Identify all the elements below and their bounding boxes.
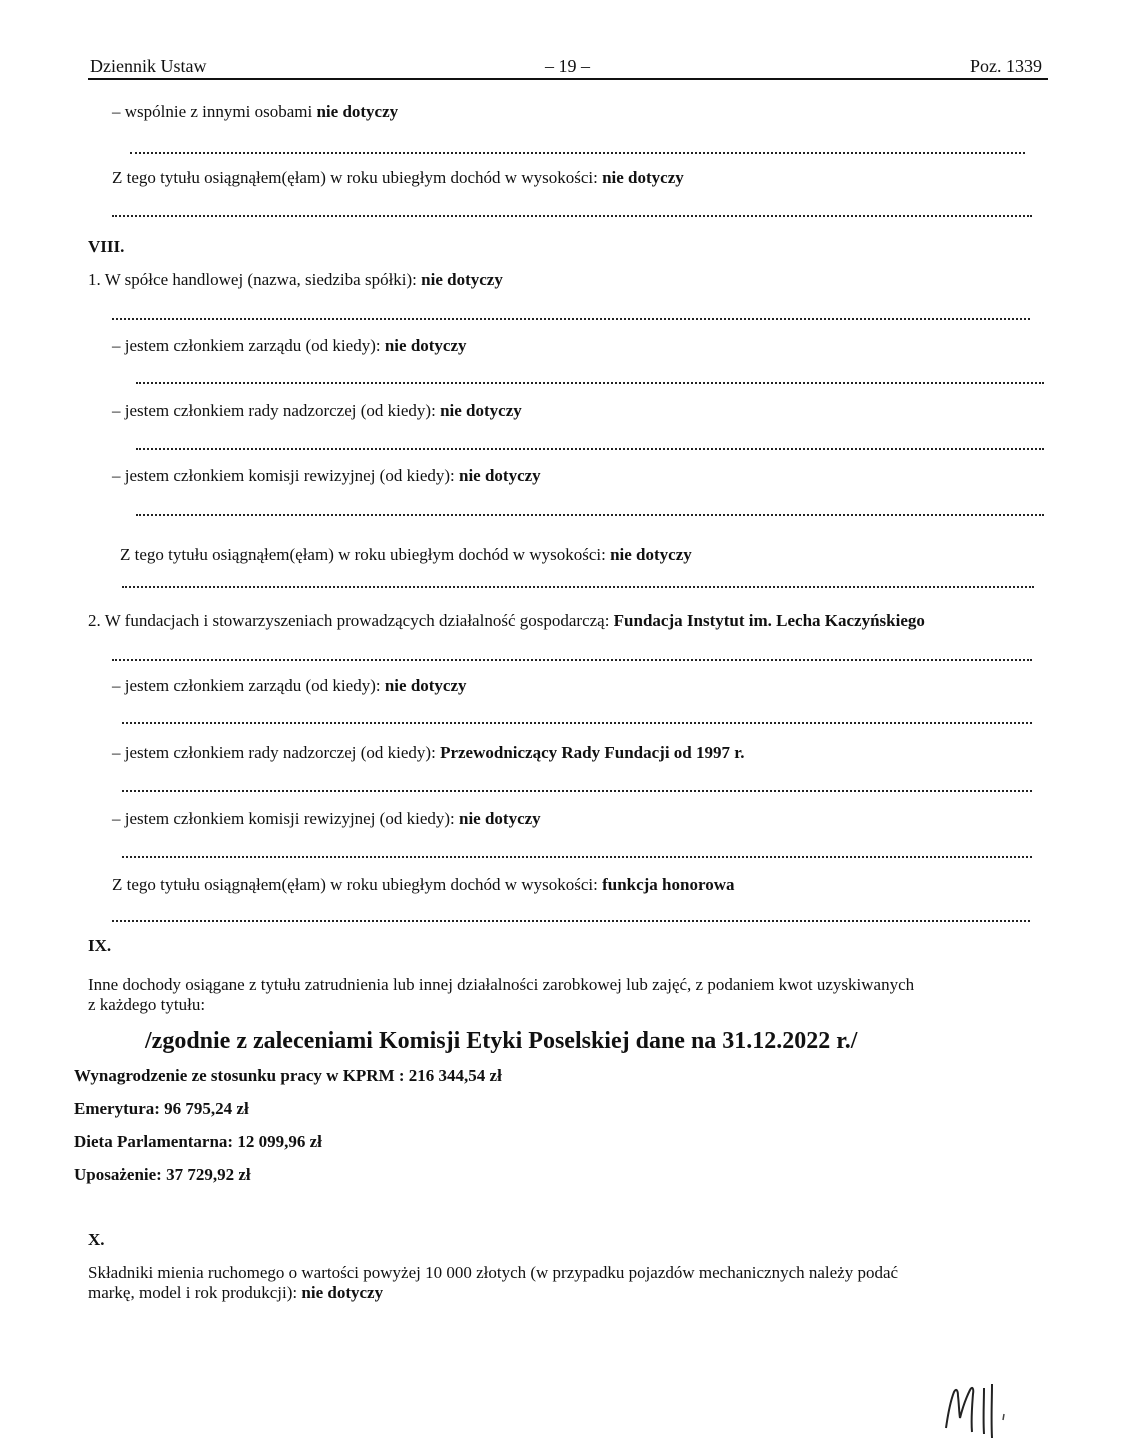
line-income-2: Z tego tytułu osiągnąłem(ęłam) w roku ubiegłym dochód w wysokości: nie dotyczy <box>120 545 692 564</box>
section-viii: VIII. <box>88 237 125 256</box>
line-supervisory-2: – jestem członkiem rady nadzorczej (od kiedy): Przewodniczący Rady Fundacji od 1997 r. <box>112 743 745 762</box>
line-other-income-2: z każdego tytułu: <box>88 995 206 1014</box>
header-journal: Dziennik Ustaw <box>90 56 207 76</box>
line-movable-2: markę, model i rok produkcji): nie dotyczy <box>88 1283 384 1302</box>
header-rule <box>88 78 1048 80</box>
dotted-line <box>112 318 1030 320</box>
header-position: Poz. 1339 <box>970 56 1042 76</box>
income-salary: Wynagrodzenie ze stosunku pracy w KPRM : 216 344,54 zł <box>74 1066 502 1085</box>
line-audit-1: – jestem członkiem komisji rewizyjnej (od kiedy): nie dotyczy <box>112 466 541 485</box>
line-supervisory-1: – jestem członkiem rady nadzorczej (od kiedy): nie dotyczy <box>112 401 522 420</box>
dotted-line <box>136 514 1044 516</box>
line-movable-1: Składniki mienia ruchomego o wartości powyżej 10 000 złotych (w przypadku pojazdów mechanicznych należy podać <box>88 1263 899 1282</box>
section-x: X. <box>88 1230 105 1249</box>
dotted-line <box>122 790 1032 792</box>
line-other-income-1: Inne dochody osiągane z tytułu zatrudnienia lub innej działalności zarobkowej lub zajęć, z podaniem kwot uzyskiwanych <box>88 975 915 994</box>
income-pension: Emerytura: 96 795,24 zł <box>74 1099 249 1118</box>
handwritten-initials <box>940 1380 1030 1440</box>
income-allowance: Dieta Parlamentarna: 12 099,96 zł <box>74 1132 322 1151</box>
line-income-1: Z tego tytułu osiągnąłem(ęłam) w roku ubiegłym dochód w wysokości: nie dotyczy <box>112 168 684 187</box>
dotted-line <box>136 382 1044 384</box>
header-page-number: – 19 – <box>545 56 590 76</box>
line-audit-2: – jestem członkiem komisji rewizyjnej (od kiedy): nie dotyczy <box>112 809 541 828</box>
line-board-1: – jestem członkiem zarządu (od kiedy): nie dotyczy <box>112 336 467 355</box>
dotted-line <box>122 722 1032 724</box>
line-company: 1. W spółce handlowej (nazwa, siedziba spółki): nie dotyczy <box>88 270 503 289</box>
dotted-line <box>136 448 1044 450</box>
line-income-3: Z tego tytułu osiągnąłem(ęłam) w roku ubiegłym dochód w wysokości: funkcja honorowa <box>112 875 735 894</box>
note-ethics-committee: /zgodnie z zaleceniami Komisji Etyki Poselskiej dane na 31.12.2022 r./ <box>145 1028 858 1054</box>
section-ix: IX. <box>88 936 112 955</box>
dotted-line <box>112 215 1032 217</box>
dotted-line <box>112 920 1030 922</box>
line-foundations: 2. W fundacjach i stowarzyszeniach prowadzących działalność gospodarczą: Fundacja Instytut im. Lecha Kaczyńskiego <box>88 611 925 630</box>
dotted-line <box>130 152 1025 154</box>
dotted-line <box>122 856 1032 858</box>
dotted-line <box>112 659 1032 661</box>
line-jointly: – wspólnie z innymi osobami nie dotyczy <box>112 102 399 121</box>
line-board-2: – jestem członkiem zarządu (od kiedy): nie dotyczy <box>112 676 467 695</box>
dotted-line <box>122 586 1034 588</box>
income-remuneration: Uposażenie: 37 729,92 zł <box>74 1165 251 1184</box>
